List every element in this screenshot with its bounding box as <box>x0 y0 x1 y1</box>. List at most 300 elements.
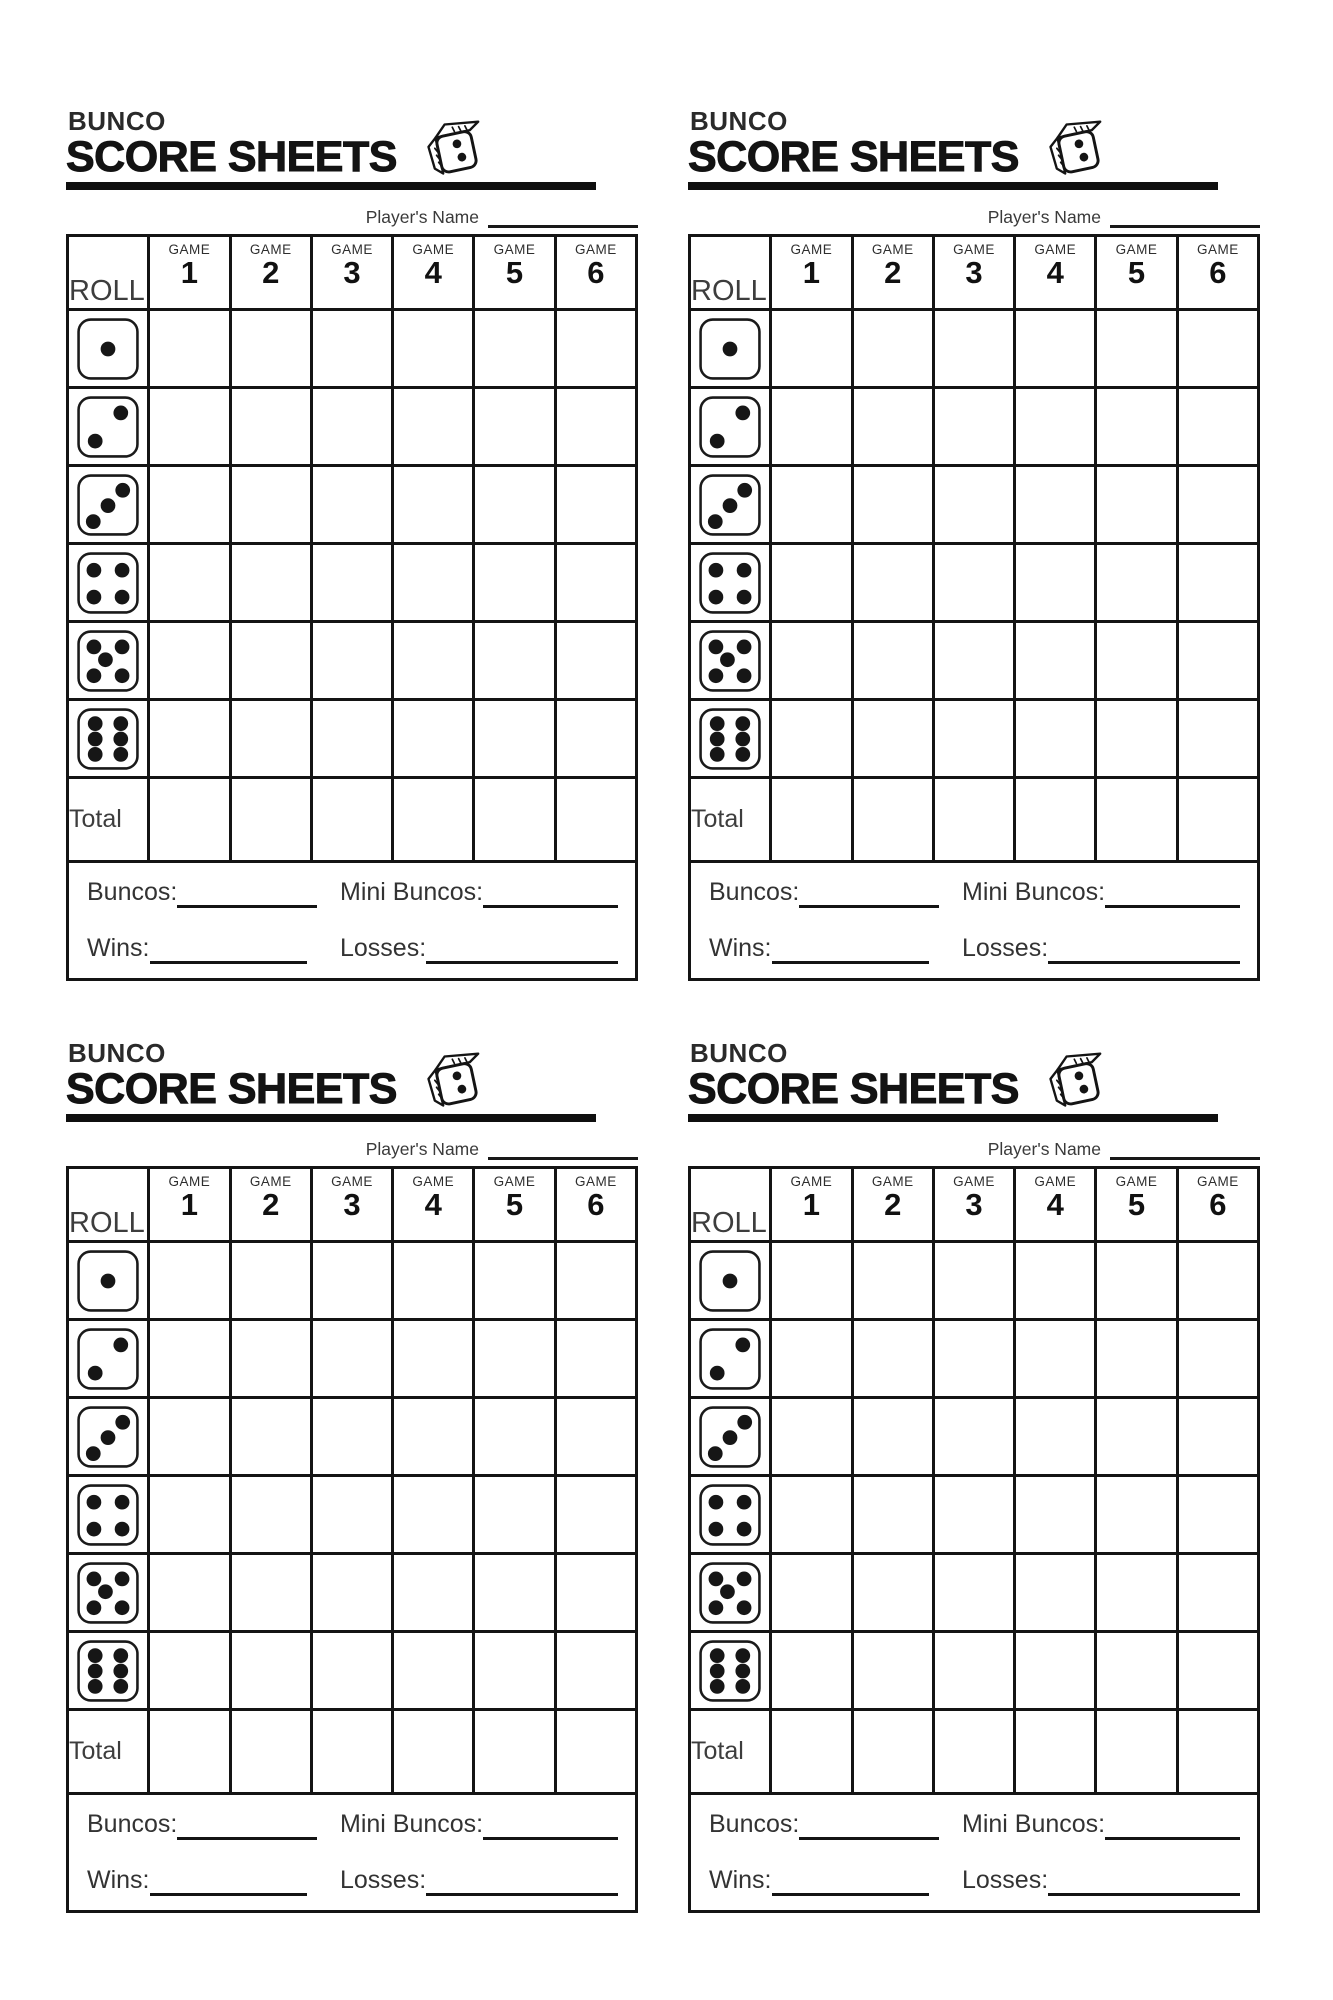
score-cell-die-2-game-2[interactable] <box>852 388 933 466</box>
score-cell-die-2-game-6[interactable] <box>1177 388 1258 466</box>
score-cell-die-2-game-2[interactable] <box>230 1320 311 1398</box>
score-cell-die-3-game-6[interactable] <box>1177 466 1258 544</box>
score-cell-die-3-game-1[interactable] <box>771 466 852 544</box>
roll-row-die-4 <box>690 544 1259 622</box>
score-cell-die-6-game-1[interactable] <box>149 700 230 778</box>
die-cell <box>690 622 771 700</box>
score-cell-die-3-game-4[interactable] <box>1015 1398 1096 1476</box>
game-number: 5 <box>1127 1187 1146 1222</box>
game-label: GAME <box>790 1174 833 1189</box>
die-cell <box>68 388 149 466</box>
roll-row-die-5 <box>68 622 637 700</box>
score-cell-die-3-game-3[interactable] <box>933 466 1014 544</box>
total-cell-game-4[interactable] <box>393 1710 474 1794</box>
total-cell-game-2[interactable] <box>852 1710 933 1794</box>
score-cell-die-1-game-2[interactable] <box>230 310 311 388</box>
score-cell-die-2-game-1[interactable] <box>149 388 230 466</box>
score-cell-die-5-game-4[interactable] <box>393 622 474 700</box>
score-cell-die-5-game-2[interactable] <box>230 1554 311 1632</box>
score-cell-die-4-game-2[interactable] <box>852 544 933 622</box>
score-cell-die-4-game-4[interactable] <box>1015 1476 1096 1554</box>
game-4-column-header <box>393 1168 474 1242</box>
score-cell-die-2-game-5[interactable] <box>474 388 555 466</box>
roll-row-die-4 <box>68 544 637 622</box>
score-cell-die-6-game-1[interactable] <box>149 1632 230 1710</box>
score-cell-die-2-game-1[interactable] <box>149 1320 230 1398</box>
score-cell-die-2-game-4[interactable] <box>1015 388 1096 466</box>
score-cell-die-4-game-6[interactable] <box>1177 1476 1258 1554</box>
game-6-column-header <box>1177 1168 1258 1242</box>
die-cell <box>690 544 771 622</box>
total-cell-game-3[interactable] <box>311 1710 392 1794</box>
roll-row-die-3 <box>690 466 1259 544</box>
score-cell-die-6-game-4[interactable] <box>1015 700 1096 778</box>
game-4-column-header <box>1015 236 1096 310</box>
score-cell-die-1-game-2[interactable] <box>852 310 933 388</box>
wins-label: Wins: <box>709 1865 772 1894</box>
game-label: GAME <box>249 242 292 257</box>
mini-buncos-blank-field[interactable] <box>1105 879 1240 908</box>
wins-blank-field[interactable] <box>772 1867 929 1896</box>
score-cell-die-6-game-2[interactable] <box>852 700 933 778</box>
score-cell-die-3-game-6[interactable] <box>1177 1398 1258 1476</box>
game-label: GAME <box>790 242 833 257</box>
game-label: GAME <box>871 1174 914 1189</box>
buncos-blank-field[interactable] <box>177 1811 317 1840</box>
roll-row-die-6 <box>690 700 1259 778</box>
game-number: 2 <box>884 1187 902 1222</box>
game-label: GAME <box>168 242 211 257</box>
game-number: 3 <box>965 255 983 290</box>
die-cell <box>68 1242 149 1320</box>
score-cell-die-2-game-2[interactable] <box>230 388 311 466</box>
losses-blank-field[interactable] <box>426 935 618 964</box>
buncos-blank-field[interactable] <box>177 879 317 908</box>
score-cell-die-6-game-5[interactable] <box>474 700 555 778</box>
game-number: 5 <box>1127 255 1146 290</box>
total-cell-game-6[interactable] <box>1177 778 1258 862</box>
player-name-row <box>688 1130 1260 1162</box>
score-cell-die-4-game-6[interactable] <box>1177 544 1258 622</box>
die-cell <box>690 388 771 466</box>
score-cell-die-5-game-1[interactable] <box>149 1554 230 1632</box>
player-name-field[interactable] <box>488 1137 638 1160</box>
die-cell <box>68 1476 149 1554</box>
score-cell-die-5-game-4[interactable] <box>1015 622 1096 700</box>
game-number: 3 <box>343 255 361 290</box>
score-cell-die-1-game-5[interactable] <box>474 1242 555 1320</box>
brand-label: BUNCO <box>690 1038 788 1068</box>
game-label: GAME <box>249 1174 292 1189</box>
score-cell-die-6-game-5[interactable] <box>474 1632 555 1710</box>
die-cell <box>690 310 771 388</box>
score-cell-die-4-game-3[interactable] <box>933 544 1014 622</box>
score-cell-die-1-game-1[interactable] <box>149 1242 230 1320</box>
game-2-column-header <box>852 236 933 310</box>
wins-field-group <box>87 933 340 964</box>
score-cell-die-1-game-6[interactable] <box>1177 310 1258 388</box>
score-cell-die-3-game-2[interactable] <box>852 1398 933 1476</box>
total-cell-game-3[interactable] <box>933 778 1014 862</box>
score-cell-die-6-game-1[interactable] <box>771 700 852 778</box>
title-underline <box>688 1114 1218 1122</box>
score-cell-die-5-game-5[interactable] <box>474 1554 555 1632</box>
score-cell-die-3-game-1[interactable] <box>149 466 230 544</box>
losses-label: Losses: <box>340 933 427 962</box>
mini-buncos-field-group <box>962 1809 1245 1840</box>
total-cell-game-1[interactable] <box>149 1710 230 1794</box>
total-cell-game-1[interactable] <box>771 778 852 862</box>
buncos-field-group <box>87 1809 340 1840</box>
score-cell-die-4-game-6[interactable] <box>555 1476 636 1554</box>
game-number: 1 <box>180 255 199 290</box>
title-dice-icon <box>418 116 488 182</box>
game-6-column-header <box>555 1168 636 1242</box>
score-cell-die-5-game-1[interactable] <box>771 622 852 700</box>
score-cell-die-2-game-3[interactable] <box>311 1320 392 1398</box>
game-number: 1 <box>802 255 821 290</box>
score-cell-die-2-game-6[interactable] <box>1177 1320 1258 1398</box>
score-cell-die-1-game-5[interactable] <box>1096 1242 1177 1320</box>
score-cell-die-2-game-6[interactable] <box>555 388 636 466</box>
score-table <box>66 234 638 863</box>
mini-buncos-blank-field[interactable] <box>483 879 618 908</box>
die-3-icon <box>76 1405 140 1469</box>
mini-buncos-field-group <box>340 877 623 908</box>
wins-field-group <box>709 933 962 964</box>
score-cell-die-1-game-2[interactable] <box>852 1242 933 1320</box>
losses-blank-field[interactable] <box>426 1867 618 1896</box>
roll-row-die-2 <box>690 1320 1259 1398</box>
score-cell-die-5-game-2[interactable] <box>230 622 311 700</box>
roll-row-die-2 <box>68 1320 637 1398</box>
score-cell-die-4-game-3[interactable] <box>311 544 392 622</box>
game-number: 3 <box>965 1187 983 1222</box>
losses-blank-field[interactable] <box>1048 1867 1240 1896</box>
die-cell <box>690 700 771 778</box>
game-label: GAME <box>493 242 536 257</box>
score-cell-die-6-game-5[interactable] <box>1096 1632 1177 1710</box>
score-cell-die-1-game-4[interactable] <box>1015 310 1096 388</box>
score-cell-die-3-game-1[interactable] <box>149 1398 230 1476</box>
die-1-icon <box>698 1249 762 1313</box>
score-cell-die-2-game-3[interactable] <box>933 1320 1014 1398</box>
roll-column-header: ROLL <box>690 1168 771 1242</box>
score-cell-die-2-game-1[interactable] <box>771 388 852 466</box>
score-cell-die-5-game-4[interactable] <box>393 1554 474 1632</box>
score-cell-die-3-game-5[interactable] <box>1096 1398 1177 1476</box>
game-number: 2 <box>884 255 902 290</box>
brand-label: BUNCO <box>68 1038 166 1068</box>
game-1-column-header <box>149 1168 230 1242</box>
total-cell-game-5[interactable] <box>474 778 555 862</box>
die-1-icon <box>76 317 140 381</box>
score-cell-die-3-game-3[interactable] <box>311 466 392 544</box>
score-cell-die-2-game-3[interactable] <box>933 388 1014 466</box>
die-2-icon <box>698 395 762 459</box>
score-cell-die-1-game-6[interactable] <box>1177 1242 1258 1320</box>
total-cell-game-3[interactable] <box>311 778 392 862</box>
wins-label: Wins: <box>87 1865 150 1894</box>
die-1-icon <box>76 1249 140 1313</box>
game-label: GAME <box>871 242 914 257</box>
die-5-icon <box>76 1561 140 1625</box>
buncos-blank-field[interactable] <box>799 879 939 908</box>
bunco-score-sheet-1 <box>66 100 638 976</box>
game-1-column-header <box>149 236 230 310</box>
mini-buncos-blank-field[interactable] <box>483 1811 618 1840</box>
score-cell-die-1-game-3[interactable] <box>311 1242 392 1320</box>
game-6-column-header <box>555 236 636 310</box>
sheet-header <box>66 1032 638 1124</box>
buncos-field-group <box>87 877 340 908</box>
score-cell-die-1-game-4[interactable] <box>393 1242 474 1320</box>
game-label: GAME <box>1115 1174 1158 1189</box>
title-underline <box>688 182 1218 190</box>
total-cell-game-4[interactable] <box>1015 1710 1096 1794</box>
score-cell-die-3-game-3[interactable] <box>933 1398 1014 1476</box>
game-label: GAME <box>574 1174 617 1189</box>
buncos-field-group <box>709 877 962 908</box>
score-cell-die-4-game-1[interactable] <box>149 544 230 622</box>
die-2-icon <box>698 1327 762 1391</box>
wins-blank-field[interactable] <box>150 1867 307 1896</box>
score-cell-die-1-game-4[interactable] <box>1015 1242 1096 1320</box>
total-cell-game-1[interactable] <box>149 778 230 862</box>
buncos-blank-field[interactable] <box>799 1811 939 1840</box>
game-label: GAME <box>331 242 373 257</box>
score-cell-die-6-game-4[interactable] <box>393 700 474 778</box>
score-cell-die-4-game-6[interactable] <box>555 544 636 622</box>
score-cell-die-3-game-2[interactable] <box>230 1398 311 1476</box>
tally-footer <box>66 860 638 981</box>
score-cell-die-3-game-5[interactable] <box>1096 466 1177 544</box>
total-cell-game-5[interactable] <box>1096 1710 1177 1794</box>
total-cell-game-6[interactable] <box>555 778 636 862</box>
score-cell-die-6-game-2[interactable] <box>230 1632 311 1710</box>
score-cell-die-3-game-6[interactable] <box>555 466 636 544</box>
die-cell <box>68 1554 149 1632</box>
wins-blank-field[interactable] <box>772 935 929 964</box>
score-cell-die-5-game-6[interactable] <box>555 622 636 700</box>
score-cell-die-5-game-3[interactable] <box>933 1554 1014 1632</box>
score-cell-die-5-game-6[interactable] <box>555 1554 636 1632</box>
score-cell-die-4-game-3[interactable] <box>311 1476 392 1554</box>
tally-footer <box>66 1792 638 1913</box>
score-cell-die-4-game-5[interactable] <box>1096 544 1177 622</box>
score-cell-die-2-game-6[interactable] <box>555 1320 636 1398</box>
score-cell-die-6-game-6[interactable] <box>555 700 636 778</box>
score-cell-die-5-game-2[interactable] <box>852 622 933 700</box>
game-number: 4 <box>424 1187 442 1222</box>
score-cell-die-4-game-4[interactable] <box>1015 544 1096 622</box>
losses-field-group <box>340 1865 623 1896</box>
score-cell-die-2-game-5[interactable] <box>1096 1320 1177 1398</box>
score-table <box>688 234 1260 863</box>
die-cell <box>68 544 149 622</box>
total-cell-game-6[interactable] <box>555 1710 636 1794</box>
player-name-field[interactable] <box>488 205 638 228</box>
score-cell-die-1-game-1[interactable] <box>771 1242 852 1320</box>
score-cell-die-5-game-1[interactable] <box>149 622 230 700</box>
score-cell-die-4-game-1[interactable] <box>771 1476 852 1554</box>
losses-blank-field[interactable] <box>1048 935 1240 964</box>
score-cell-die-3-game-4[interactable] <box>393 466 474 544</box>
score-cell-die-5-game-5[interactable] <box>1096 1554 1177 1632</box>
score-cell-die-2-game-4[interactable] <box>393 1320 474 1398</box>
score-cell-die-3-game-5[interactable] <box>474 466 555 544</box>
die-4-icon <box>76 1483 140 1547</box>
score-cell-die-2-game-4[interactable] <box>393 388 474 466</box>
score-cell-die-6-game-3[interactable] <box>311 700 392 778</box>
score-cell-die-5-game-3[interactable] <box>311 622 392 700</box>
score-cell-die-4-game-1[interactable] <box>149 1476 230 1554</box>
score-cell-die-4-game-4[interactable] <box>393 544 474 622</box>
score-cell-die-6-game-3[interactable] <box>933 1632 1014 1710</box>
score-cell-die-6-game-1[interactable] <box>771 1632 852 1710</box>
total-cell-game-2[interactable] <box>230 778 311 862</box>
score-cell-die-3-game-4[interactable] <box>393 1398 474 1476</box>
total-cell-game-5[interactable] <box>1096 778 1177 862</box>
score-cell-die-5-game-6[interactable] <box>1177 622 1258 700</box>
score-cell-die-2-game-5[interactable] <box>1096 388 1177 466</box>
score-cell-die-5-game-3[interactable] <box>311 1554 392 1632</box>
score-cell-die-1-game-6[interactable] <box>555 310 636 388</box>
score-cell-die-3-game-2[interactable] <box>852 466 933 544</box>
score-cell-die-6-game-4[interactable] <box>393 1632 474 1710</box>
score-cell-die-2-game-3[interactable] <box>311 388 392 466</box>
die-cell <box>690 1554 771 1632</box>
losses-field-group <box>962 933 1245 964</box>
score-cell-die-3-game-6[interactable] <box>555 1398 636 1476</box>
roll-row-die-1 <box>690 310 1259 388</box>
score-cell-die-4-game-5[interactable] <box>474 544 555 622</box>
score-cell-die-1-game-3[interactable] <box>311 310 392 388</box>
score-cell-die-1-game-1[interactable] <box>149 310 230 388</box>
die-3-icon <box>698 473 762 537</box>
total-cell-game-3[interactable] <box>933 1710 1014 1794</box>
score-cell-die-1-game-3[interactable] <box>933 310 1014 388</box>
sheet-header <box>688 100 1260 192</box>
die-cell <box>68 622 149 700</box>
score-cell-die-6-game-6[interactable] <box>1177 700 1258 778</box>
score-cell-die-6-game-5[interactable] <box>1096 700 1177 778</box>
score-cell-die-6-game-6[interactable] <box>1177 1632 1258 1710</box>
game-label: GAME <box>1034 1174 1077 1189</box>
score-cell-die-4-game-5[interactable] <box>474 1476 555 1554</box>
score-cell-die-3-game-5[interactable] <box>474 1398 555 1476</box>
score-cell-die-5-game-2[interactable] <box>852 1554 933 1632</box>
die-5-icon <box>698 629 762 693</box>
title-underline <box>66 1114 596 1122</box>
score-cell-die-5-game-3[interactable] <box>933 622 1014 700</box>
score-cell-die-1-game-5[interactable] <box>474 310 555 388</box>
score-cell-die-2-game-5[interactable] <box>474 1320 555 1398</box>
score-cell-die-5-game-4[interactable] <box>1015 1554 1096 1632</box>
score-cell-die-4-game-2[interactable] <box>852 1476 933 1554</box>
total-cell-game-4[interactable] <box>1015 778 1096 862</box>
score-cell-die-5-game-5[interactable] <box>474 622 555 700</box>
die-cell <box>690 1320 771 1398</box>
mini-buncos-field-group <box>962 877 1245 908</box>
game-label: GAME <box>1034 242 1077 257</box>
score-cell-die-2-game-4[interactable] <box>1015 1320 1096 1398</box>
score-cell-die-5-game-5[interactable] <box>1096 622 1177 700</box>
score-cell-die-1-game-4[interactable] <box>393 310 474 388</box>
game-label: GAME <box>168 1174 211 1189</box>
score-cell-die-1-game-3[interactable] <box>933 1242 1014 1320</box>
score-cell-die-3-game-4[interactable] <box>1015 466 1096 544</box>
die-3-icon <box>76 473 140 537</box>
sheet-title: SCORE SHEETS <box>688 133 1019 181</box>
total-label: Total <box>68 1710 149 1794</box>
score-cell-die-3-game-3[interactable] <box>311 1398 392 1476</box>
wins-blank-field[interactable] <box>150 935 307 964</box>
mini-buncos-blank-field[interactable] <box>1105 1811 1240 1840</box>
score-cell-die-2-game-2[interactable] <box>852 1320 933 1398</box>
score-cell-die-6-game-2[interactable] <box>852 1632 933 1710</box>
score-cell-die-6-game-2[interactable] <box>230 700 311 778</box>
game-label: GAME <box>331 1174 373 1189</box>
total-label: Total <box>690 778 771 862</box>
score-cell-die-1-game-6[interactable] <box>555 1242 636 1320</box>
title-dice-icon <box>1040 1048 1110 1114</box>
player-name-field[interactable] <box>1110 1137 1260 1160</box>
game-number: 2 <box>262 1187 280 1222</box>
player-name-field[interactable] <box>1110 205 1260 228</box>
game-label: GAME <box>412 1174 455 1189</box>
total-cell-game-1[interactable] <box>771 1710 852 1794</box>
game-number: 6 <box>1209 255 1227 290</box>
total-cell-game-5[interactable] <box>474 1710 555 1794</box>
roll-row-die-1 <box>690 1242 1259 1320</box>
buncos-label: Buncos: <box>87 1810 178 1839</box>
game-number: 5 <box>505 1187 524 1222</box>
game-number: 4 <box>1046 1187 1064 1222</box>
score-cell-die-6-game-4[interactable] <box>1015 1632 1096 1710</box>
score-cell-die-4-game-1[interactable] <box>771 544 852 622</box>
total-cell-game-6[interactable] <box>1177 1710 1258 1794</box>
score-cell-die-6-game-6[interactable] <box>555 1632 636 1710</box>
total-cell-game-2[interactable] <box>230 1710 311 1794</box>
game-label: GAME <box>1196 1174 1239 1189</box>
title-underline <box>66 182 596 190</box>
score-cell-die-1-game-2[interactable] <box>230 1242 311 1320</box>
table-header-row <box>690 1168 1259 1242</box>
score-cell-die-4-game-3[interactable] <box>933 1476 1014 1554</box>
score-cell-die-3-game-2[interactable] <box>230 466 311 544</box>
game-1-column-header <box>771 1168 852 1242</box>
score-cell-die-4-game-2[interactable] <box>230 1476 311 1554</box>
losses-field-group <box>962 1865 1245 1896</box>
score-cell-die-2-game-1[interactable] <box>771 1320 852 1398</box>
score-cell-die-4-game-4[interactable] <box>393 1476 474 1554</box>
score-cell-die-3-game-1[interactable] <box>771 1398 852 1476</box>
total-cell-game-4[interactable] <box>393 778 474 862</box>
table-header-row <box>68 236 637 310</box>
score-cell-die-1-game-5[interactable] <box>1096 310 1177 388</box>
mini-buncos-label: Mini Buncos: <box>962 878 1106 907</box>
score-cell-die-6-game-3[interactable] <box>933 700 1014 778</box>
score-cell-die-5-game-6[interactable] <box>1177 1554 1258 1632</box>
score-cell-die-1-game-1[interactable] <box>771 310 852 388</box>
score-cell-die-5-game-1[interactable] <box>771 1554 852 1632</box>
game-number: 6 <box>587 255 605 290</box>
total-cell-game-2[interactable] <box>852 778 933 862</box>
score-cell-die-6-game-3[interactable] <box>311 1632 392 1710</box>
score-cell-die-4-game-2[interactable] <box>230 544 311 622</box>
score-cell-die-4-game-5[interactable] <box>1096 1476 1177 1554</box>
